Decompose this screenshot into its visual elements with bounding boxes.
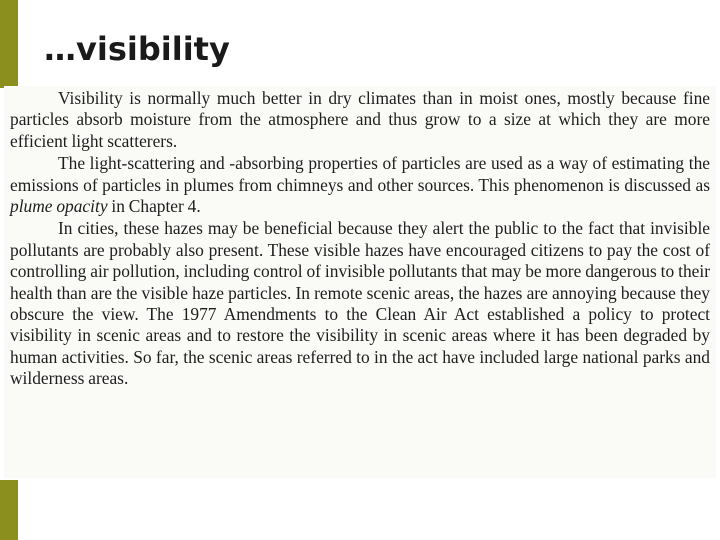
slide-title: …visibility — [44, 30, 230, 68]
paragraph-plume-opacity — [10, 153, 710, 217]
paragraph-plume-opacity-after: in Chapter 4. — [107, 196, 201, 217]
paragraph-plume-opacity-before: The light-scattering and -absorbing properties of particles are used as a way of estimating the emissions of particles in plumes from chimneys and other sources. This phenomenon is discussed as — [10, 153, 710, 195]
plume-opacity-term: plume opacity — [10, 196, 108, 217]
paragraph-moisture: Visibility is normally much better in dry climates than in moist ones, mostly because fine particles absorb moisture from the atmosphere and thus grow to a size at which they are more efficient light scatterers. — [10, 88, 710, 151]
accent-bar-top — [0, 0, 18, 88]
accent-bar-bottom — [0, 480, 18, 540]
scanned-text-block — [4, 86, 716, 478]
paragraph-hazes: In cities, these hazes may be beneficial because they alert the public to the fact that invisible pollutants are probably also present. These visible hazes have encouraged citizens to pay the cost of controlling air pollution, including control of invisible pollutants that may be more dangerous to their health than are the visible haze particles. In remote scenic areas, the hazes are annoying because they obscure the view. The 1977 Amendments to the Clean Air Act established a policy to protect visibility in scenic areas and to restore the visibility in scenic areas where it has been degraded by human activities. So far, the scenic areas referred to in the act have included large national parks and wilderness areas. — [10, 218, 710, 389]
